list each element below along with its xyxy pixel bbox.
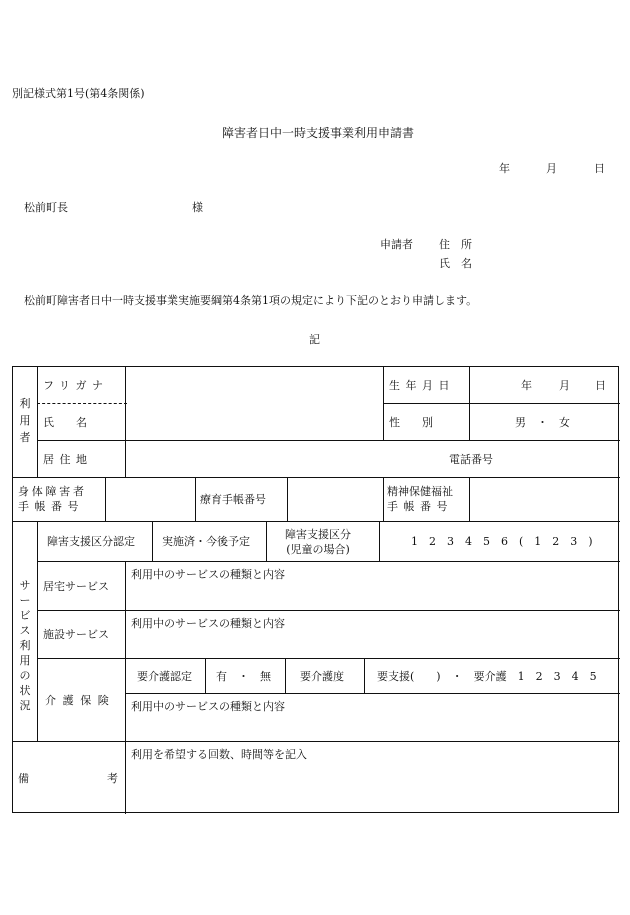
furigana-field[interactable] [126,367,383,403]
name-label: 氏 名 [43,415,87,429]
birthdate-day[interactable]: 日 [595,379,606,392]
applicant-address-label: 住 所 [439,238,472,251]
form-number: 別記様式第1号(第4条関係) [12,87,145,100]
address-field[interactable] [126,440,426,477]
care-service-detail[interactable]: 利用中のサービスの種類と内容 [131,700,285,713]
birthdate-year[interactable]: 年 [521,379,532,392]
remarks-hint[interactable]: 利用を希望する回数、時間等を記入 [131,748,307,761]
physical-handbook-field[interactable] [106,477,195,521]
mental-handbook-field[interactable] [470,477,620,521]
date-year: 年 [499,162,510,175]
application-statement: 松前町障害者日中一時支援事業実施要綱第4条第1項の規定により下記のとおり申請します。 [24,294,478,307]
furigana-label [43,367,108,403]
phone-label: 電話番号 [449,452,493,466]
mental-handbook-line2: 手帳番号 [387,500,453,513]
honorific: 様 [192,201,203,214]
care-yes-no-options[interactable]: 有 ・ 無 [216,669,271,683]
address-label [43,440,93,477]
remarks-label-first: 備 [18,771,29,785]
care-cert-label: 要介護認定 [137,669,192,683]
application-form-table [12,366,619,813]
applicant-label: 申請者 [380,238,413,251]
mental-handbook-line1: 精神保健福祉 [387,485,453,498]
care-insurance-label [45,658,115,741]
care-level-label: 要介護度 [300,669,344,683]
rehab-handbook-field[interactable] [288,477,383,521]
facility-service-label: 施設サービス [43,628,109,641]
remarks-label [18,741,118,814]
document-title: 障害者日中一時支援事業利用申請書 [222,126,415,140]
care-insurance-text: 介護保険 [45,693,116,707]
address-label-text: 居住地 [43,452,93,466]
birthdate-label-text: 生年月日 [389,379,455,392]
care-level-options[interactable]: 要支援( ) ・ 要介護 1 2 3 4 5 [377,669,597,683]
birthdate-month[interactable]: 月 [559,379,570,392]
home-service-detail[interactable]: 利用中のサービスの種類と内容 [131,568,285,581]
date-day: 日 [594,162,605,175]
child-support-line2: (児童の場合) [286,543,350,556]
mental-handbook-label [387,484,453,514]
remarks-label-second: 考 [107,771,118,785]
rehab-handbook-label: 療育手帳番号 [200,493,266,506]
service-section-label: サービス利用の状況 [19,579,31,712]
furigana-text: フリガナ [43,379,109,392]
physical-handbook-label [18,484,87,514]
physical-handbook-line2: 手帳番号 [18,500,84,513]
ki-note: 記 [309,333,320,346]
user-section-label: 利用者 [19,397,31,444]
applicant-name-label: 氏 名 [439,257,472,270]
support-level-options[interactable]: 1 2 3 4 5 6 ( 1 2 3 ) [411,535,593,548]
support-status-options[interactable]: 実施済・今後予定 [162,535,250,548]
date-month: 月 [546,162,557,175]
sex-options[interactable]: 男 ・ 女 [515,415,570,429]
name-field[interactable] [126,403,383,440]
home-service-label: 居宅サービス [43,579,109,593]
child-support-line1: 障害支援区分 [285,528,351,541]
addressee: 松前町長 [24,201,68,214]
child-support-label [285,527,351,557]
birthdate-label [389,367,455,403]
sex-label: 性 別 [389,415,433,429]
support-cert-label: 障害支援区分認定 [47,535,135,548]
physical-handbook-line1: 身体障害者 [18,485,87,498]
facility-service-detail[interactable]: 利用中のサービスの種類と内容 [131,617,285,630]
